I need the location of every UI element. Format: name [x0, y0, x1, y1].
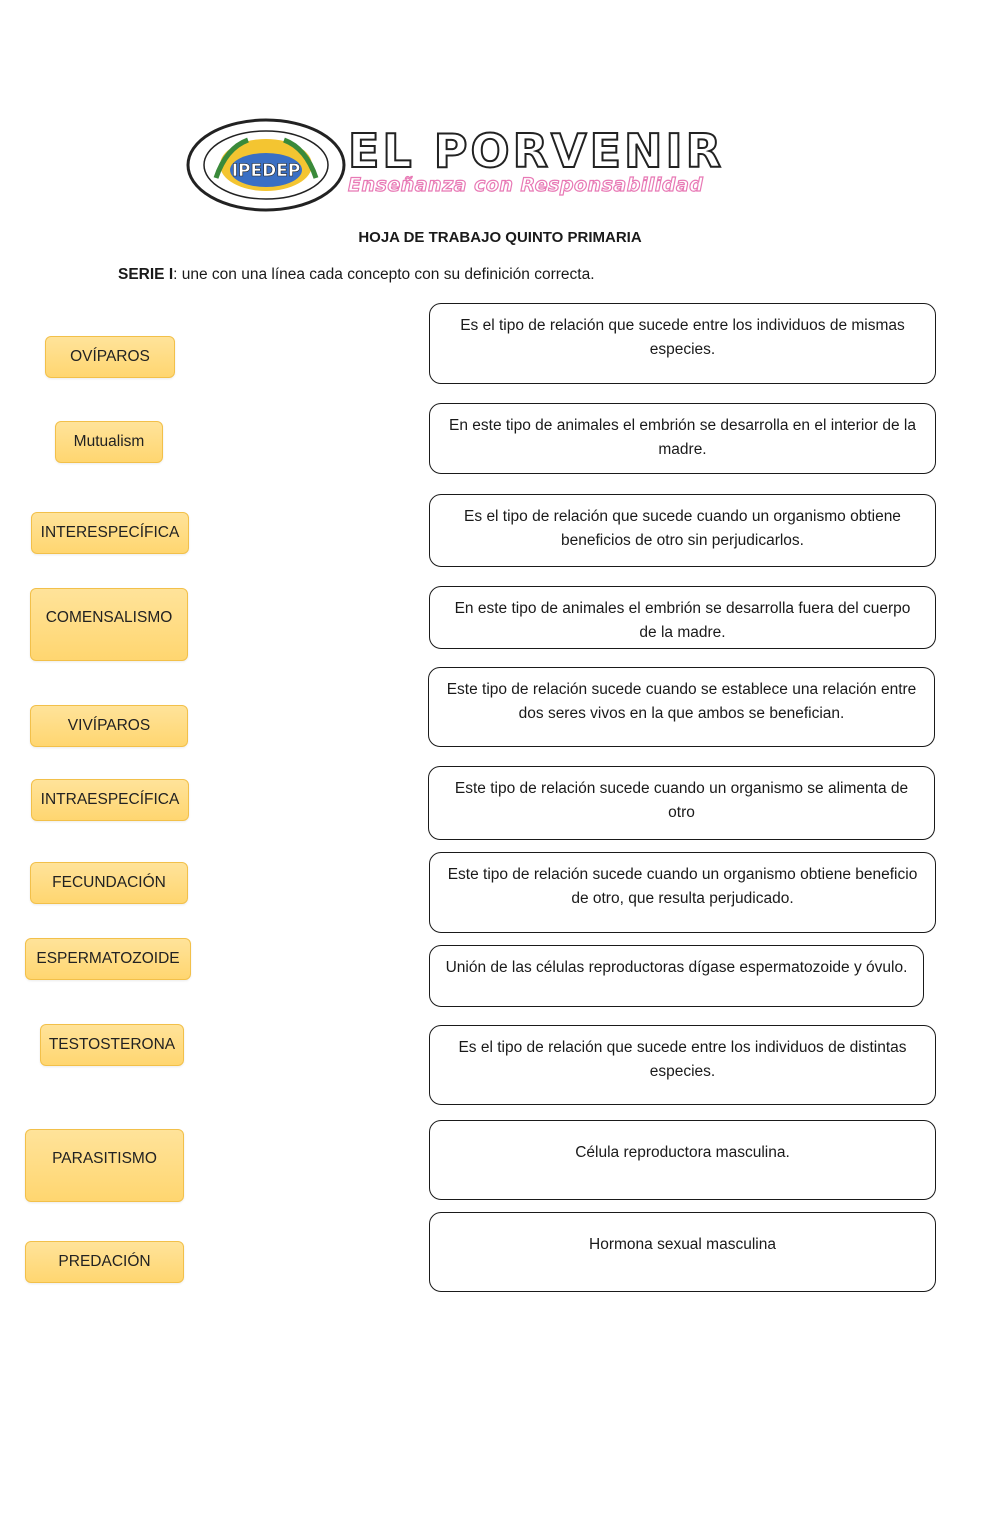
- worksheet-title: HOJA DE TRABAJO QUINTO PRIMARIA: [358, 229, 642, 246]
- definition-box-10[interactable]: Célula reproductora masculina.: [429, 1120, 936, 1200]
- series-label: SERIE I: [118, 266, 174, 283]
- definition-box-7[interactable]: Este tipo de relación sucede cuando un organismo obtiene beneficio de otro, que resulta perjudicado.: [429, 852, 936, 933]
- definition-box-11[interactable]: Hormona sexual masculina: [429, 1212, 936, 1292]
- concept-intraespecifica[interactable]: INTRAESPECÍFICA: [31, 779, 189, 821]
- concept-testosterona[interactable]: TESTOSTERONA: [40, 1024, 184, 1066]
- svg-text:IPEDEP: IPEDEP: [231, 161, 301, 181]
- instruction-text: [118, 266, 595, 284]
- concept-parasitismo[interactable]: PARASITISMO: [25, 1129, 184, 1202]
- brand-tagline: Enseñanza con Responsabilidad: [348, 174, 704, 196]
- school-logo: [186, 118, 786, 212]
- instruction-body: : une con una línea cada concepto con su definición correcta.: [173, 266, 595, 283]
- definition-box-6[interactable]: Este tipo de relación sucede cuando un organismo se alimenta de otro: [428, 766, 935, 840]
- definition-box-8[interactable]: Unión de las células reproductoras dígase espermatozoide y óvulo.: [429, 945, 924, 1007]
- concept-predacion[interactable]: PREDACIÓN: [25, 1241, 184, 1283]
- concept-interespecifica[interactable]: INTERESPECÍFICA: [31, 512, 189, 554]
- brand-name: EL PORVENIR: [348, 124, 725, 178]
- definition-box-9[interactable]: Es el tipo de relación que sucede entre los individuos de distintas especies.: [429, 1025, 936, 1105]
- concept-viviparos[interactable]: VIVÍPAROS: [30, 705, 188, 747]
- definition-box-1[interactable]: Es el tipo de relación que sucede entre los individuos de mismas especies.: [429, 303, 936, 384]
- definition-box-5[interactable]: Este tipo de relación sucede cuando se establece una relación entre dos seres vivos en la que ambos se benefician.: [428, 667, 935, 747]
- definition-box-2[interactable]: En este tipo de animales el embrión se desarrolla en el interior de la madre.: [429, 403, 936, 474]
- concept-comensalismo[interactable]: COMENSALISMO: [30, 588, 188, 661]
- concept-espermatozoide[interactable]: ESPERMATOZOIDE: [25, 938, 191, 980]
- concept-fecundacion[interactable]: FECUNDACIÓN: [30, 862, 188, 904]
- definition-box-4[interactable]: En este tipo de animales el embrión se desarrolla fuera del cuerpo de la madre.: [429, 586, 936, 649]
- school-seal-icon: [186, 118, 346, 212]
- concept-mutualism[interactable]: Mutualism: [55, 421, 163, 463]
- definition-box-3[interactable]: Es el tipo de relación que sucede cuando un organismo obtiene beneficios de otro sin perjudicarlos.: [429, 494, 936, 567]
- concept-oviparos[interactable]: OVÍPAROS: [45, 336, 175, 378]
